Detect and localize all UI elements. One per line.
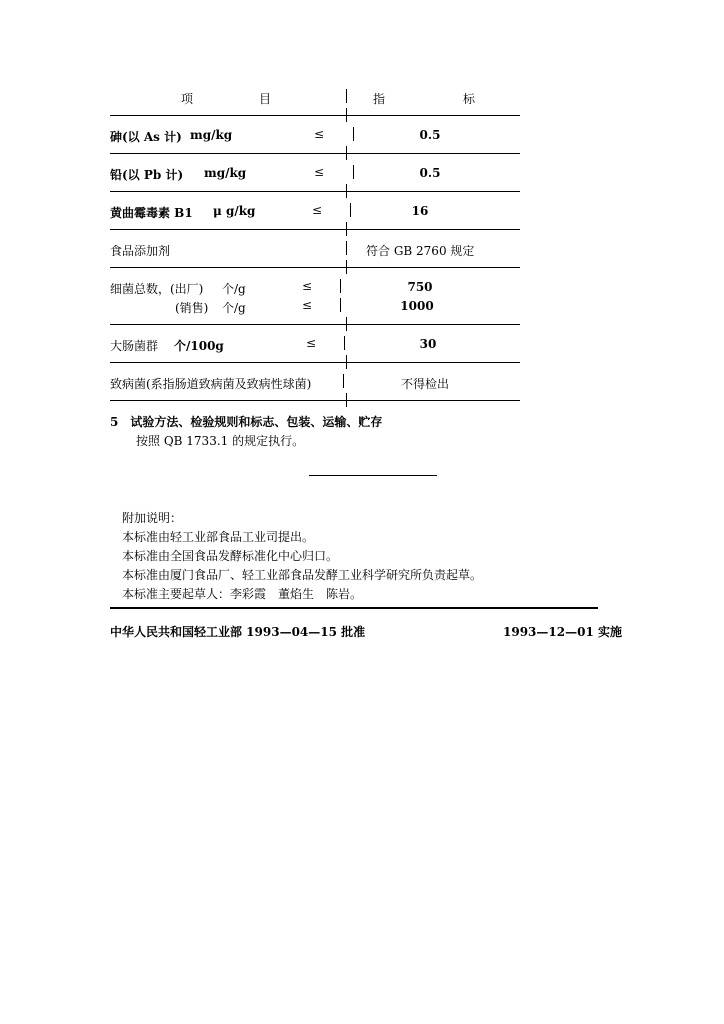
row-value: 0.5 xyxy=(419,128,441,142)
table-rule xyxy=(110,400,520,401)
table-rule xyxy=(110,362,520,363)
row-unit-secondary: 个/g xyxy=(222,301,246,315)
rule-tick xyxy=(346,108,347,122)
section-title: 5 试验方法、检验规则和标志、包装、运输、贮存 xyxy=(110,415,383,429)
rule-tick xyxy=(346,222,347,236)
approval-text: 中华人民共和国轻工业部 1993—04—15 批准 xyxy=(110,625,366,639)
table-rule xyxy=(110,229,520,230)
row-value: 750 xyxy=(407,280,433,294)
row-value: 0.5 xyxy=(419,166,441,180)
notes-line: 本标准主要起草人：李彩霞 董焰生 陈岩。 xyxy=(122,587,363,601)
row-unit: mg/kg xyxy=(190,128,233,142)
notes-heading: 附加说明： xyxy=(122,511,183,525)
notes-line: 本标准由全国食品发酵标准化中心归口。 xyxy=(122,549,339,563)
row-name: 致病菌(系指肠道致病菌及致病性球菌) xyxy=(110,377,312,391)
column-divider xyxy=(343,374,344,388)
column-divider xyxy=(353,165,354,179)
rule-tick xyxy=(346,260,347,274)
column-divider xyxy=(340,279,341,293)
row-value-secondary: 1000 xyxy=(400,299,434,313)
row-name: 大肠菌群 xyxy=(110,339,159,353)
header-index-char-1: 指 xyxy=(373,92,386,106)
row-value: 不得检出 xyxy=(400,377,449,391)
row-operator-secondary: ≤ xyxy=(302,298,313,312)
row-operator: ≤ xyxy=(314,165,325,179)
row-name: 食品添加剂 xyxy=(110,244,171,258)
rule-tick xyxy=(346,355,347,369)
end-rule xyxy=(309,475,437,476)
row-name: 铅(以 Pb 计) xyxy=(110,168,184,182)
section-body: 按照 QB 1733.1 的规定执行。 xyxy=(136,434,305,448)
row-operator: ≤ xyxy=(306,336,317,350)
column-divider xyxy=(340,298,341,312)
row-value: 30 xyxy=(419,337,437,351)
column-divider xyxy=(353,127,354,141)
effective-date-text: 1993—12—01 实施 xyxy=(503,625,622,639)
table-rule xyxy=(110,324,520,325)
row-name: 黄曲霉毒素 B1 xyxy=(110,206,193,220)
row-operator: ≤ xyxy=(314,127,325,141)
row-unit: 个/100g xyxy=(174,339,224,353)
table-rule xyxy=(110,115,520,116)
column-divider xyxy=(346,89,347,103)
rule-tick xyxy=(346,393,347,407)
rule-tick xyxy=(346,184,347,198)
table-rule xyxy=(110,267,520,268)
rule-tick xyxy=(346,146,347,160)
column-divider xyxy=(344,336,345,350)
notes-line: 本标准由厦门食品厂、轻工业部食品发酵工业科学研究所负责起草。 xyxy=(122,568,483,582)
header-item-char-1: 项 xyxy=(181,92,194,106)
header-item-char-2: 目 xyxy=(259,92,272,106)
footer-rule xyxy=(110,607,598,609)
rule-tick xyxy=(346,317,347,331)
notes-line: 本标准由轻工业部食品工业司提出。 xyxy=(122,530,315,544)
row-unit: 个/g xyxy=(222,282,246,296)
row-value: 16 xyxy=(411,204,429,218)
row-operator: ≤ xyxy=(302,279,313,293)
row-operator: ≤ xyxy=(312,203,323,217)
header-index-char-2: 标 xyxy=(463,92,476,106)
row-name-secondary: (销售) xyxy=(175,301,209,315)
table-rule xyxy=(110,153,520,154)
row-unit: mg/kg xyxy=(204,166,247,180)
row-name: 砷(以 As 计) xyxy=(110,130,182,144)
row-value: 符合 GB 2760 规定 xyxy=(366,244,475,258)
row-name: 细菌总数，(出厂) xyxy=(110,282,204,296)
row-unit: μ g/kg xyxy=(213,204,256,218)
column-divider xyxy=(346,241,347,255)
table-rule xyxy=(110,191,520,192)
